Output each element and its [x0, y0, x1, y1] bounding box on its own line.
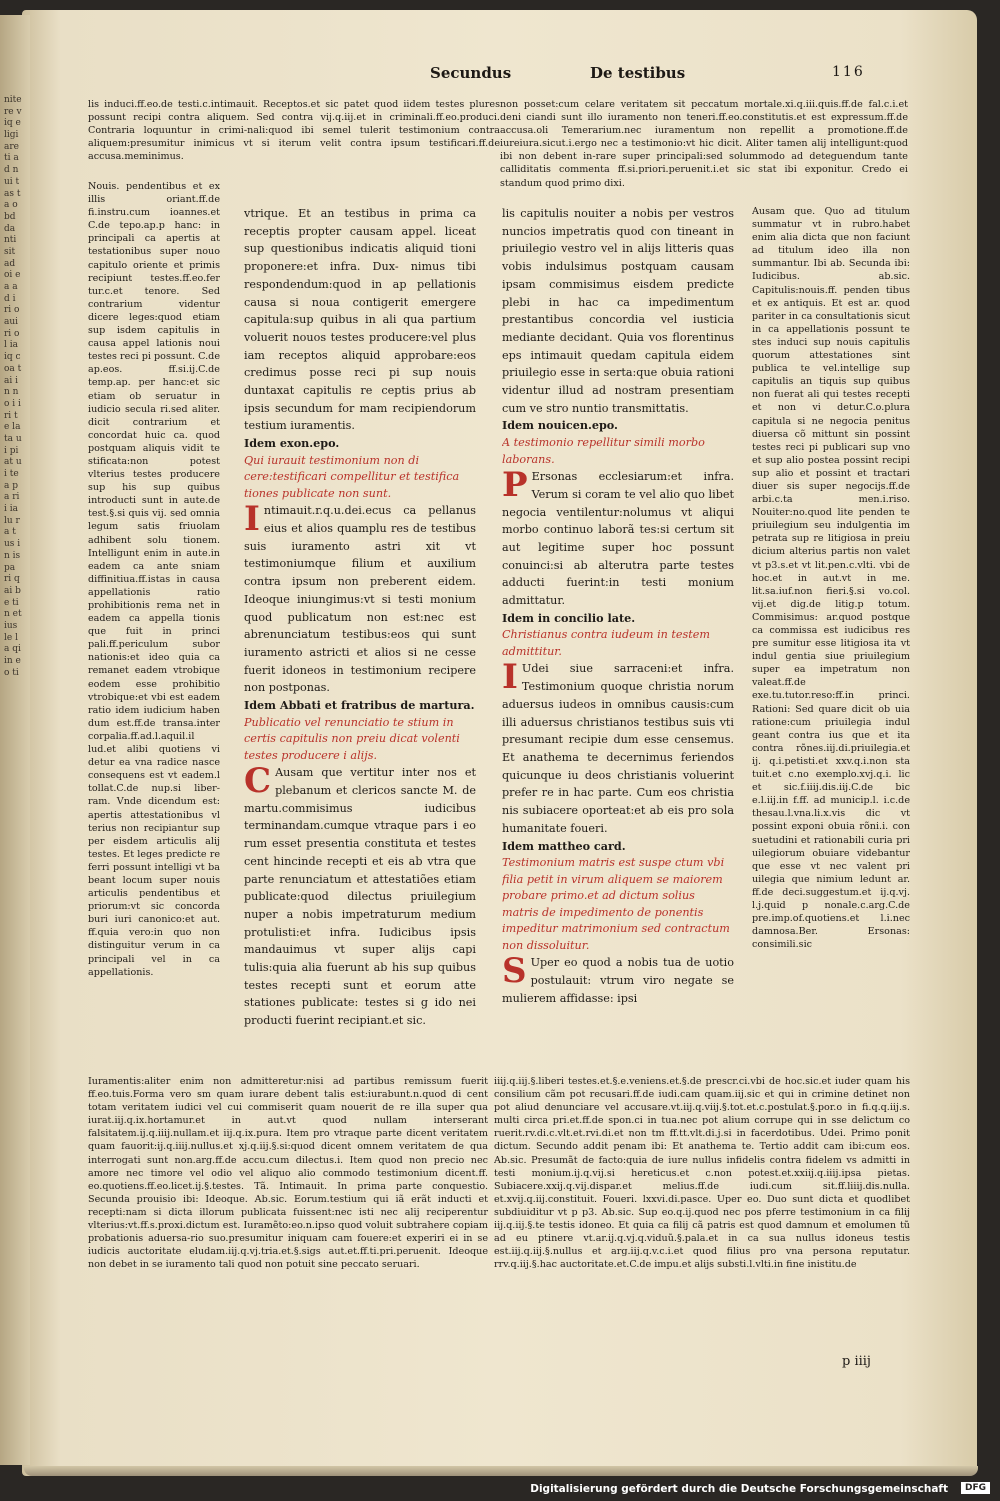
col1-heading2: Idem Abbati et fratribus de martura. [244, 698, 475, 713]
gloss-lower-left [88, 1075, 488, 1345]
col2-initial2: I [502, 657, 518, 698]
gloss-right-column [752, 205, 910, 1070]
facing-page-fragment: nitere viq eligiare ti ad nui tas ta obd da nti sit ad oi ea ad i ri o aui ri ol ia iq c oa t ai in no i i ri te la ta ui pi at ui te a pa ri i ia lu r a t us in is pa ri q ai be ti n et ius le la qi in eo ti [4, 95, 22, 678]
gloss-top [88, 98, 500, 178]
col1-heading: Idem exon.epo. [244, 436, 340, 451]
footer-bar [0, 1478, 1000, 1501]
col1-text: vtrique. Et an testibus in prima ca receptis propter causam appel. liceat sup questionibus indicatis aliquid tioni proponere:et infra. Dux- nimus tibi respondendum:quod in ap pellationis causa si noua contigerit emergere capitula:sup quibus in ali qua partium voluerit nouos testes producere:vel plus iam receptos aliquid approbare:eos credimus posse reci pi sup nouis duntaxat capitulis re ceptis prius ab ipsis secundum for mam recipiendorum testium iuramentis. [244, 207, 476, 433]
col2-heading2: Idem in concilio late. [502, 610, 636, 625]
col2-text4: Uper eo quod a nobis tua de uotio postulauit: vtrum viro negate se mulierem affidasse: ipsi [502, 956, 734, 1005]
col2-text: lis capitulis nouiter a nobis per vestros nuncios impetratis quod con tineant in priuilegio vestro vel in alijs litteris quas vobis indulsimus postquam causam ipsam commisimus eisdem predicte plebi in hac ca impedimentum prestantibus concordia vel iusticia mediante decidant. Quia vos florentinus eps intimauit quedam capitula eidem priuilegio esse in serta:que obuia rationi videntur illud ad nostram presentiam cum ve stro nuntio transmittatis. [502, 207, 734, 415]
main-column-1 [244, 205, 476, 1070]
gloss-right-top-text: non posset:cum celare veritatem sit peccatum mortale.xi.q.iii.quis.ff.de fal.c.i.et deni ciandi sunt illo iuramento non teneri.ff.eo.constitutis.et est expressum.ff.de accusa.oli Temerarium.nec iuramentum non repellit a promotione.ff.de iureiura.sicut.i.ergo nec a testimonio:vt hic dicit. Aliter tamen alij intelligunt:quod ibi non debent in-rare super principali:sed solummodo ad deteguendum tante calliditatis commenta ff.si.priori.peruenit.i.et sic stat ibi exponitur. Credo ei standum quod primo dixi. [500, 99, 908, 189]
gloss-top-text: lis induci.ff.eo.de testi.c.intimauit. Receptos.et sic patet quod iidem testes plures possunt recipi contra aliquem. Sed contra vij.q.iij.et in criminali.ff.eo.produci. Contraria loquuntur in crimi-nali:quod ibi semel tulerit testimonium contra aliquem:presumitur inimicus vt si iterum velit contra ipsum testificari.ff.de accusa.meminimus. [88, 99, 500, 163]
col1-text3: Ausam que vertitur inter nos et plebanum et clericos sancte M. de martu.commisimus iudicibus terminandam.cumque vtraque pars i eo rum esset presentia constituta et testes cent hincinde recepti et eis ab vtra que parte renunciatum et attestatiões etiam publicate:quod dilectus priuilegium nuper a nobis impetraturum medium protulisti:et infra. Iudicibus ipsis mandauimus vt super alijs capi tulis:quia alia fuerunt ab his sup quibus testes recepti sunt et eorum atte stationes publicate: testes si g ido nei producti fuerint recipiant.et sic. [244, 766, 476, 1028]
col1-rubric2: Publicatio vel renunciatio te stium in certis capitulis non preiu dicat volenti testes producere i alijs. [244, 715, 460, 762]
col2-initial: P [502, 465, 528, 506]
col2-rubric: A testimonio repellitur simili morbo laborans. [502, 436, 705, 466]
col1-initial2: C [244, 761, 272, 802]
page-bottom-edge [24, 1466, 978, 1476]
gloss-left-text: Nouis. pendentibus et ex illis oriant.ff.de fi.instru.cum ioannes.et C.de tepo.ap.p hanc: in principali ca apertis at testationibus super nouo capitulo oriente et primis recipiunt testes.ff.eo.fer tur.c.et tenore. Sed contrarium videntur dicere leges:quod etiam sup isdem capitulis in causa appel lationis noui testes reci pi possunt. C.de ap.eos. ff.si.ij.C.de temp.ap. per hanc:et sic etiam ob seruatur in iudicio secula ri.sed aliter. dicit contrarium et concordat huic ca. quod postquam aliquis vidit te stificata:non potest vlterius testes producere sup his sup quibus introducti sunt in aute.de test.§.si quis vij. sed omnia legum satis friuolam adhibent solu tionem. Intelligunt enim in aute.in eadem ca ante sniam diffinitiua.ff.istas in causa appellationis ratio prohibitionis rema net in eadem ca appella tionis que fuit in princi pali.ff.periculum subor nationis:et ideo quia ca remanet eadem vtrobique eodem esse prohibitio vtrobique:et vbi est eadem ratio idem iudicium haben dum est.ff.de transa.inter corpalia.ff.ad.l.aquil.il lud.et alibi quotiens vi detur ea vna radice nasce consequens est vt eadem.l tollat.C.de nup.si liber-ram. Vnde dicendum est: apertis attestationibus vl terius non recipiantur sup per eisdem articulis alij testes. Et leges predicte re ferri possunt intelligi vt ba beant locum super nouis articulis pendentibus et priorum:vt sic concorda buri iuri canonico:et aut. ff.quia vero:in quo non distinguitur verum in ca principali vel in ca appellationis. [88, 181, 220, 978]
gloss-left-column [88, 180, 220, 1065]
dfg-logo: DFG [961, 1482, 990, 1494]
col2-initial3: S [502, 951, 527, 992]
col1-text2: ntimauit.r.q.u.dei.ecus ca pellanus eius et alios quamplu res de testibus suis iuramento astri xit vt testimoniumque filium et auxilium contra ipsum non preberent eidem. Ideoque iniungimus:vt si testi monium quod publicatum non est:nec est abrenunciatum testibus:eos qui sunt iuramento astricti et alios si ne cesse fuerit idoneos in testimonium recipere non postponas. [244, 504, 476, 695]
footer-credit: Digitalisierung gefördert durch die Deutsche Forschungsgemeinschaft [530, 1483, 948, 1495]
facing-page-edge [0, 15, 30, 1465]
gloss-right-text: Ausam que. Quo ad titulum summatur vt in rubro.habet enim alia dicta que non faciunt ad titulum ideo illa non summantur. Ibi ab. Secunda ibi: Iudicibus. ab.sic. Capitulis:nouis.ff. penden tibus et ex antiquis. Et est ar. quod pariter in ca consultationis sicut in ca appellationis possunt te stes induci sup nouis capitulis quorum attestationes sint publica te vel.intellige sup capitulis an tiquis sup quibus non fuerat ali qui testes recepti et non vi detur.C.o.plura capitula si ne negocia penitus diuersa cõ mittunt sin possint testes reci pi publicari sup vno et sup alio postea possint recipi sup alio et possint et tractari diuer sis super negocijs.ff.de arbi.c.ta men.i.riso. Nouiter:no.quod lite penden te priuilegium seu indulgentia im petrata sup re litigiosa in preiu dicium alterius partis non valet vt p3.s.et vt lit.pen.c.vlti. vbi de hoc.et in aut.vt in me. lit.sa.iuf.non fieri.§.si vo.col. vij.et dig.de litig.p totum. Commisimus: ar.quod postque ca commissa est iudicibus res pre sumitur esse litigiosa ita vt indul gentia siue priuilegium super ea impetratum non valeat.ff.de exe.tu.tutor.reso:ff.in princi. Rationi: Sed quare dicit ob uia ratione:cum priuilegia indul geant contra ius que et ita contra rõnes.iij.di.priuilegia.et ij. q.i.petisti.et xxv.q.i.non sta tuit.et c.no exemplo.xvj.q.i. lic et sic.f.iiij.dis.iij.C.de bic e.l.iij.in f.ff. ad municip.l. i.c.de thesau.l.vna.li.x.vis dic vt possint exponi obuia rõni.i. con suetudini et rationabili curia pri uilegiorum obuiare videbantur que esse vt nec valent pri uilegia que nimium ledunt ar. ff.de deci.suggestum.et ij.q.vj. l.j.quid p nonale.c.arg.C.de pre.imp.of.quotiens.et l.i.nec damnosa.Ber. Ersonas: consimili.sic [752, 206, 910, 951]
col2-rubric2: Christianus contra iudeum in testem admittitur. [502, 628, 711, 658]
main-column-2 [502, 205, 734, 1070]
gloss-right-top [500, 98, 908, 208]
running-header-center: De testibus [590, 64, 686, 82]
page-number: 116 [832, 64, 865, 80]
col1-rubric: Qui iurauit testimonium non di cere:testificari compellitur et testifica tiones publicate non sunt. [244, 453, 460, 500]
col2-rubric3: Testimonium matris est suspe ctum vbi filia petit in virum aliquem se maiorem probare primo.et ad dictum solius matris de impedimento de ponentis impeditur matrimonium sed contractum non dissoluitur. [502, 856, 730, 952]
running-header-left: Secundus [430, 64, 512, 82]
gloss-lower-left-text: Iuramentis:aliter enim non admitteretur:nisi ad partibus remissum fuerit ff.eo.tuis.Forma vero sm quam iurare debent talis est:iurabunt.n.quod di cent totam veritatem iudici vel cui commiserit quam nouerit de re illa super qua iurat.iij.q.ix.hortamur.et in aut.vt quod nullam interserant falsitatem.ij.q.iiij.nullam.et iij.q.ix.pura. Item pro vtraque parte dicent veritatem quam fauorit:ij.q.iiij.nullus.et xj.q.iij.§.si:quod dicent omnem veritatem de qua interrogati sunt non.arg.ff.de accu.cum dilectus.i. Item quod non precio nec amore nec timore vel odio vel aliquo alio commodo testimonium dicent.ff. eo.quotiens.ff.eo.licet.ij.§.testes. Tã. Intimauit. In prima parte conquestio. Secunda prouisio ibi: Ideoque. Ab.sic. Eorum.testium qui iã erãt inducti et recepti:nam si dicta illorum publicata fuissent:nec isti nec alij reciperentur vlterius:vt.ff.s.proxi.dictum est. Iuramẽto:eo.n.ipso quod voluit subtrahere copiam probationis aduersa-rio suo.presumitur iniquam cam fouere:et experiri ei in se iudicis auctoritate eludam.iij.q.vj.tria.et.§.sigs aut.et.ff.ti.pri.peruenit. Ideoque non debet in se iuramento tali quod non potuit sine peccato seruari. [88, 1076, 488, 1271]
col2-heading: Idem nouicen.epo. [502, 418, 618, 433]
col2-text2: Ersonas ecclesiarum:et infra. Verum si coram te vel alio quo libet negocia ventilentur:nolumus vt aliqui morbo continuo laborã tes:si certum sit aut legitime super hoc possunt conuinci:si ab alterutra parte testes adducti fuerint:in testi monium admittatur. [502, 470, 734, 608]
signature-mark: p iiij [842, 1354, 871, 1369]
gloss-lower-right-text: iiij.q.iij.§.liberi testes.et.§.e.veniens.et.§.de prescr.ci.vbi de hoc.sic.et iuder quam his consilium cãm pot recusari.ff.de iudi.cam quam.iij.sic et qui in crimine detinet non pot aliud denunciare vel accusare.vt.iij.q.viij.§.tot.et.c.postulat.§.por.o in fi.q.q.iij.s. multi circa pri.et.ff.de spon.ci in tua.nec pot alium corrupe qui in sse delictum co ruerit.rv.di.c.vlt.et.rvi.di.et non tm ff.tt.vlt.di.j.si in facerdotibus. Udei. Primo ponit dictum. Secundo addit penam ibi: Et anathema te. Tertio addit cam ibi:cum eos. Ab.sic. Presumãt de facto:quia de iure nullus infidelis contra fidelem vs admitti in testi monium.ij.q.vij.si hereticus.et c.non potest.et.xxiij.q.iiij.ipsa pietas. Subiacere.xxij.q.vij.dispar.et melius.ff.de iudi.cum sit.ff.liiij.dis.nulla. et.xvij.q.iij.constituit. Foueri. lxxvi.di.pasce. Uper eo. Duo sunt dicta et quodlibet subdiuiditur vt p p3. Ab.sic. Sup eo.q.ij.quod nec pos pferre testimonium in ca filij iij.q.iij.§.te testis idoneo. Et quia ca filij cã patris est quod damnum et emolumen tũ ad eu ptinere vt.ar.ij.q.vj.q.viduũ.§.pala.et in ca sua nullus idoneus testis est.iij.q.iij.§.nullus et arg.iij.q.v.c.i.et quod filius pro vna persona reputatur. rrv.q.iij.§.hac auctoritate.et.C.de impu.et alijs substi.l.vlti.in fine inistitu.de [494, 1076, 910, 1271]
col2-heading3: Idem mattheo card. [502, 838, 626, 853]
gloss-lower-right [494, 1075, 910, 1350]
col2-text3: Udei siue sarraceni:et infra. Testimonium quoque christia norum aduersus iudeos in omnibus causis:cum illi aduersus christianos testibus suis vti presumant recipie dum esse censemus. Et anathema te decernimus feriendos quicunque iu deos christianis voluerint prefer re in hac parte. Cum eos christia nis subiacere oporteat:et ab eis pro sola humanitate foueri. [502, 662, 734, 835]
col1-initial: I [244, 499, 260, 540]
